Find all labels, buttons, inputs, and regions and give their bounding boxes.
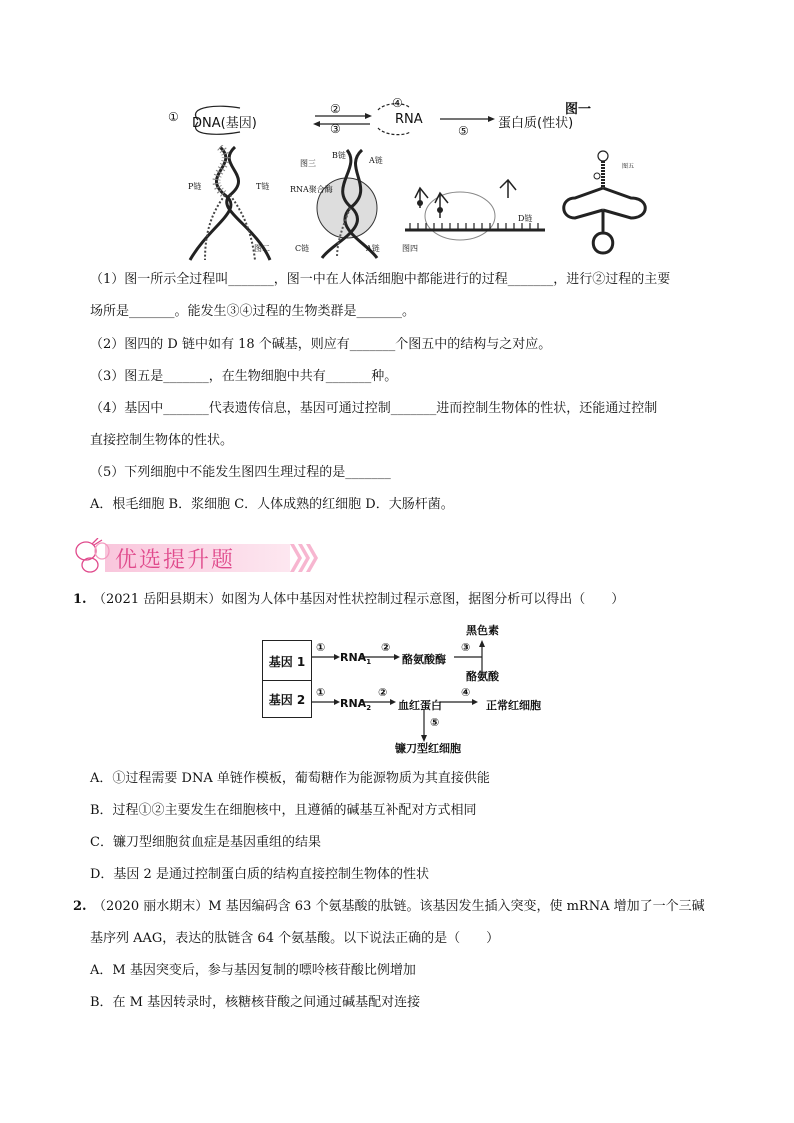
c-chain-label: C链 xyxy=(295,244,310,253)
protein-label: 蛋白质(性状) xyxy=(498,116,574,131)
rna-label: RNA xyxy=(395,112,423,127)
q1-option-d: D．基因 2 是通过控制蛋白质的结构直接控制生物体的性状 xyxy=(90,867,429,882)
label-circle-5: ⑤ xyxy=(430,716,440,729)
label-circle-2a: ② xyxy=(381,641,391,654)
tyrosinase-label: 酪氨酸酶 xyxy=(402,653,446,666)
butterfly-icon xyxy=(76,538,109,572)
label-circle-1a: ① xyxy=(316,641,326,654)
q1-option-a: A．①过程需要 DNA 单链作模板，葡萄糖作为能源物质为其直接供能 xyxy=(90,771,490,786)
q2-stem-line2: 基序列 AAG，表达的肽链含 64 个氨基酸。以下说法正确的是（ ） xyxy=(90,931,500,946)
label-circle-2b: ② xyxy=(378,686,388,699)
t-chain-label: T链 xyxy=(256,182,270,191)
rna2-label: $RNA_2$ xyxy=(340,697,372,713)
tyrosine-label: 酪氨酸 xyxy=(466,670,499,683)
gene-2-box xyxy=(262,680,312,718)
rna-polymerase-label: RNA聚合酶 xyxy=(290,185,333,194)
q1-option-c: C．镰刀型细胞贫血症是基因重组的结果 xyxy=(90,835,321,850)
sickle-cell-label: 镰刀型红细胞 xyxy=(395,742,461,755)
label-circle-1: ① xyxy=(168,110,179,124)
q2-stem-line1: （2020 丽水期末）M 基因编码含 63 个氨基酸的肽链。该基因发生插入突变，使 mRNA 增加了一个三碱 xyxy=(93,899,705,914)
section-title: 优选提升题 xyxy=(115,548,236,573)
q-top-5: （5）下列细胞中不能发生图四生理过程的是_______ xyxy=(90,465,391,480)
figure-1-title: 图一 xyxy=(565,102,592,117)
gene-1-box xyxy=(262,640,312,682)
label-circle-3: ③ xyxy=(330,122,341,136)
label-circle-2: ② xyxy=(330,102,341,116)
q1-option-b: B．过程①②主要发生在细胞核中，且遵循的碱基互补配对方式相同 xyxy=(90,803,477,818)
fig3-label: 图三 xyxy=(300,159,316,168)
fig4-label: 图四 xyxy=(402,244,418,253)
label-circle-4: ④ xyxy=(461,686,471,699)
q2-option-b: B．在 M 基因转录时，核糖核苷酸之间通过碱基配对连接 xyxy=(90,995,421,1010)
q-top-1-line2: 场所是_______。能发生③④过程的生物类群是_______。 xyxy=(90,304,416,319)
q1-number: 1. xyxy=(73,592,87,607)
q2-number: 2. xyxy=(73,899,87,914)
b-chain-label: B链 xyxy=(332,151,346,160)
q1-stem: （2021 岳阳县期末）如图为人体中基因对性状控制过程示意图，据图分析可以得出（ ） xyxy=(93,592,625,607)
gene-2-label: 基因 2 xyxy=(268,692,306,707)
q-top-1-line1: （1）图一所示全过程叫_______，图一中在人体活细胞中都能进行的过程_______，进行②过程的主要 xyxy=(90,272,671,287)
gene-1-label: 基因 1 xyxy=(268,654,306,669)
hemoglobin-label: 血红蛋白 xyxy=(398,699,442,712)
q-top-2: （2）图四的 D 链中如有 18 个碱基，则应有_______个图五中的结构与之对应。 xyxy=(90,337,552,352)
trna-figure xyxy=(555,148,655,260)
a-chain-label-bottom: A链 xyxy=(366,244,380,253)
rna1-label: $RNA_1$ xyxy=(340,651,372,667)
melanin-label: 黑色素 xyxy=(466,624,499,637)
d-chain-label: D链 xyxy=(518,214,533,223)
label-circle-5: ⑤ xyxy=(458,124,469,138)
q-top-options: A．根毛细胞 B．浆细胞 C．人体成熟的红细胞 D．大肠杆菌。 xyxy=(90,497,454,512)
label-circle-4: ④ xyxy=(392,96,403,110)
gene-diagram-arrows xyxy=(312,625,502,745)
label-circle-3: ③ xyxy=(461,641,471,654)
fig5-label: 图五 xyxy=(622,163,635,170)
q-top-4-line2: 直接控制生物体的性状。 xyxy=(90,433,234,448)
a-chain-label-top: A链 xyxy=(369,156,383,165)
label-circle-1b: ① xyxy=(316,686,326,699)
fig2-label: 图二 xyxy=(254,244,270,253)
dna-label: DNA(基因) xyxy=(192,116,257,131)
normal-rbc-label: 正常红细胞 xyxy=(486,699,541,712)
p-chain-label: P链 xyxy=(188,182,202,191)
q-top-3: （3）图五是_______，在生物细胞中共有_______种。 xyxy=(90,369,398,384)
q-top-4-line1: （4）基因中_______代表遗传信息，基因可通过控制_______进而控制生物体的性状，还能通过控制 xyxy=(90,401,658,416)
q2-option-a: A．M 基因突变后，参与基因复制的嘌呤核苷酸比例增加 xyxy=(90,963,416,978)
